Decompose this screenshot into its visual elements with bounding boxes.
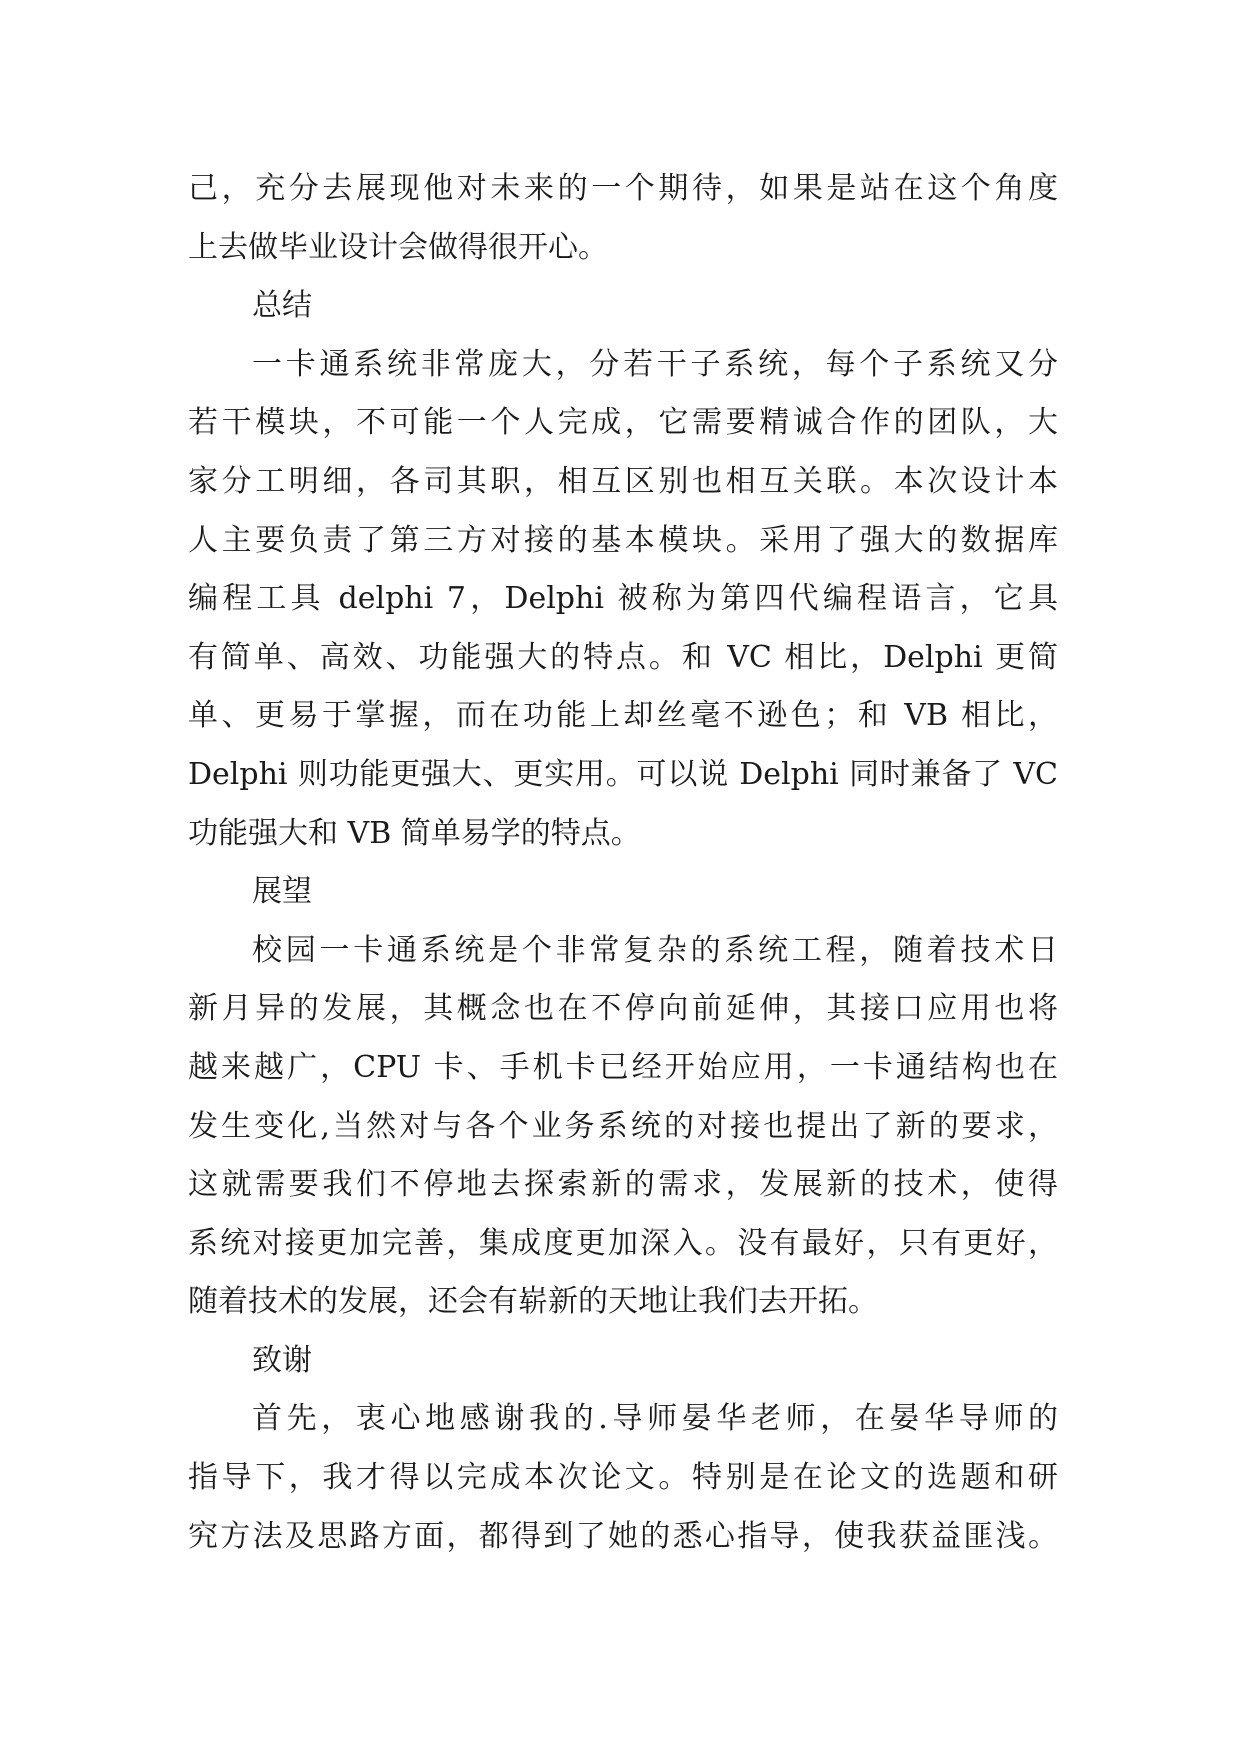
paragraph-line: 单、更易于掌握，而在功能上却丝毫不逊色；和 VB 相比， bbox=[188, 698, 1058, 734]
paragraph-line: 若干模块，不可能一个人完成，它需要精诚合作的团队，大 bbox=[188, 405, 1058, 441]
paragraph-line: 校园一卡通系统是个非常复杂的系统工程，随着技术日 bbox=[252, 932, 1058, 968]
paragraph-line: 首先，衷心地感谢我的.导师晏华老师，在晏华导师的 bbox=[252, 1401, 1058, 1437]
document-page bbox=[188, 160, 1058, 1566]
paragraph-line: 上去做毕业设计会做得很开心。 bbox=[188, 229, 608, 265]
section-heading-summary: 总结 bbox=[252, 288, 312, 324]
paragraph-line: 究方法及思路方面，都得到了她的悉心指导，使我获益匪浅。 bbox=[188, 1518, 1058, 1554]
section-heading-acknowledgements: 致谢 bbox=[252, 1342, 312, 1378]
paragraph-line: 这就需要我们不停地去探索新的需求，发展新的技术，使得 bbox=[188, 1167, 1058, 1203]
section-heading-outlook: 展望 bbox=[252, 874, 312, 910]
paragraph-line: 己，充分去展现他对未来的一个期待，如果是站在这个角度 bbox=[188, 171, 1058, 206]
paragraph-line: 发生变化,当然对与各个业务系统的对接也提出了新的要求， bbox=[188, 1108, 1058, 1144]
paragraph-line: 有简单、高效、功能强大的特点。和 VC 相比，Delphi 更简 bbox=[188, 639, 1058, 675]
paragraph-line: 系统对接更加完善，集成度更加深入。没有最好，只有更好， bbox=[188, 1225, 1058, 1261]
paragraph-line: 新月异的发展，其概念也在不停向前延伸，其接口应用也将 bbox=[188, 991, 1058, 1027]
paragraph-line: 一卡通系统非常庞大，分若干子系统，每个子系统又分 bbox=[252, 346, 1058, 382]
paragraph-line: 人主要负责了第三方对接的基本模块。采用了强大的数据库 bbox=[188, 522, 1058, 558]
paragraph-line: 编程工具 delphi 7，Delphi 被称为第四代编程语言，它具 bbox=[188, 581, 1058, 617]
paragraph-line: 家分工明细，各司其职，相互区别也相互关联。本次设计本 bbox=[188, 463, 1058, 499]
paragraph-line: 指导下，我才得以完成本次论文。特别是在论文的选题和研 bbox=[188, 1460, 1058, 1496]
paragraph-line: Delphi 则功能更强大、更实用。可以说 Delphi 同时兼备了 VC bbox=[188, 756, 1058, 792]
paragraph-line: 越来越广，CPU 卡、手机卡已经开始应用，一卡通结构也在 bbox=[188, 1049, 1058, 1085]
paragraph-line: 随着技术的发展，还会有崭新的天地让我们去开拓。 bbox=[188, 1284, 878, 1320]
paragraph-line: 功能强大和 VB 简单易学的特点。 bbox=[188, 815, 641, 851]
